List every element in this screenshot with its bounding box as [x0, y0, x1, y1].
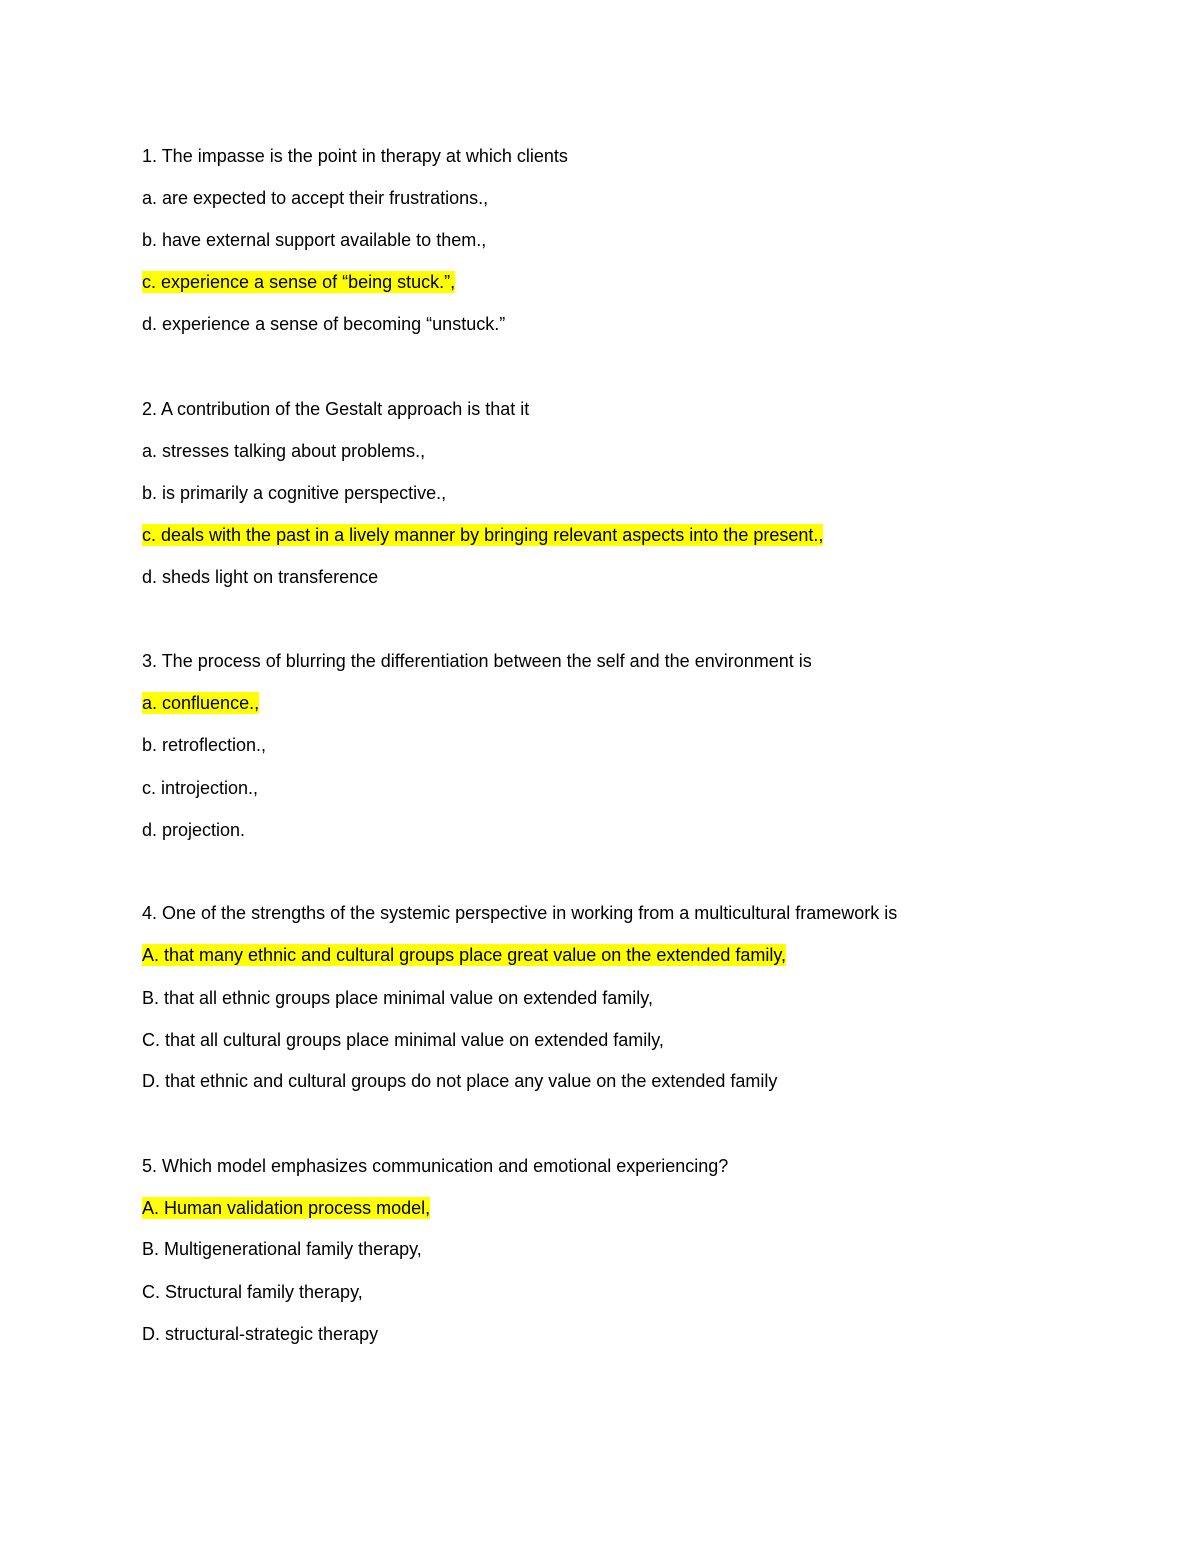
question-5-option-d: D. structural-strategic therapy — [142, 1324, 379, 1344]
question-4-option-b: B. that all ethnic groups place minimal value on extended family, — [142, 988, 653, 1008]
question-1-option-d: d. experience a sense of becoming “unstuck.” — [142, 314, 506, 334]
question-3-option-a-answer: a. confluence., — [142, 693, 260, 713]
question-3-option-d: d. projection. — [142, 820, 246, 840]
question-3-option-b: b. retroflection., — [142, 735, 267, 755]
question-5-option-c: C. Structural family therapy, — [142, 1282, 363, 1302]
question-1-option-c-answer: c. experience a sense of “being stuck.”, — [142, 272, 456, 292]
question-4-stem: 4. One of the strengths of the systemic perspective in working from a multicultural framework is — [142, 903, 898, 923]
question-4-option-c: C. that all cultural groups place minimal value on extended family, — [142, 1030, 664, 1050]
question-5-option-a-answer: A. Human validation process model, — [142, 1198, 431, 1218]
question-2-stem: 2. A contribution of the Gestalt approach is that it — [142, 399, 530, 419]
question-2-option-b: b. is primarily a cognitive perspective., — [142, 483, 447, 503]
question-4-option-a-answer: A. that many ethnic and cultural groups place great value on the extended family, — [142, 945, 787, 965]
question-1-option-b: b. have external support available to them., — [142, 230, 487, 250]
question-3-stem: 3. The process of blurring the differentiation between the self and the environment is — [142, 651, 812, 671]
question-3-option-c: c. introjection., — [142, 778, 259, 798]
question-5-option-b: B. Multigenerational family therapy, — [142, 1239, 422, 1259]
question-5-stem: 5. Which model emphasizes communication and emotional experiencing? — [142, 1156, 729, 1176]
question-2-option-a: a. stresses talking about problems., — [142, 441, 426, 461]
question-1-option-a: a. are expected to accept their frustrations., — [142, 188, 489, 208]
question-2-option-c-answer: c. deals with the past in a lively manner by bringing relevant aspects into the present., — [142, 525, 824, 545]
question-4-option-d: D. that ethnic and cultural groups do not place any value on the extended family — [142, 1071, 778, 1091]
question-1-stem: 1. The impasse is the point in therapy at which clients — [142, 146, 568, 166]
question-2-option-d: d. sheds light on transference — [142, 567, 379, 587]
